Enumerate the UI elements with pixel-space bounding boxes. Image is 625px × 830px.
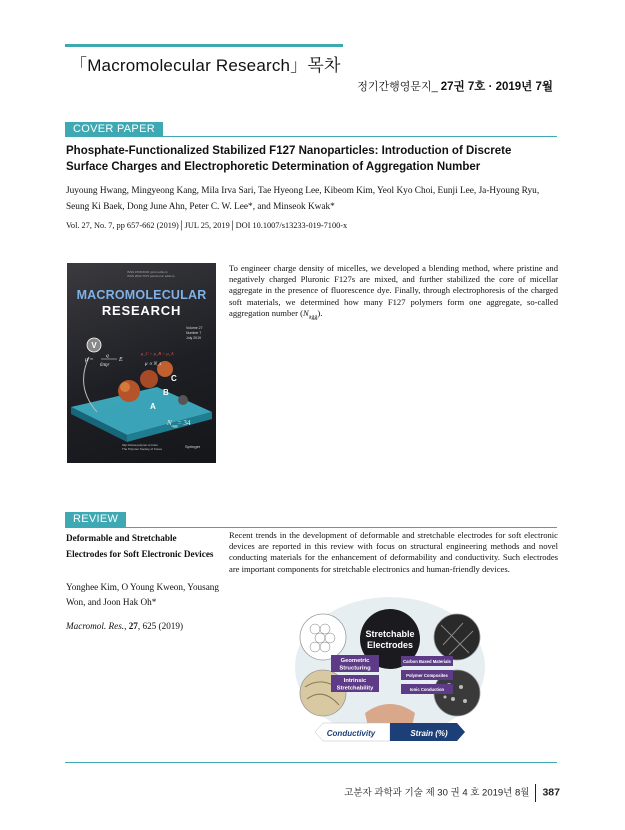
page-number: 387 (542, 786, 560, 799)
footer-rule (65, 762, 557, 763)
review-rule (65, 527, 557, 528)
cover-number: Number 7 (186, 331, 202, 335)
review-figure (293, 595, 487, 745)
figure-label-geometric-line1: Geometric (340, 658, 370, 664)
cover-equation-prop: μ ∝ N_s (145, 362, 162, 367)
abstract-symbol: N (302, 307, 309, 318)
cover-nagg-symbol: N (167, 419, 172, 427)
cover-footer-url: http://www.polymer.or.kr/en (122, 443, 159, 447)
figure-label-geometric-line2: Structuring (339, 665, 371, 672)
cover-slab-top (71, 387, 212, 435)
review-cite-rest: , 625 (2019) (137, 621, 184, 631)
figure-label-intrinsic-line1: Intrinsic (343, 678, 367, 684)
cover-paper-authors: Juyoung Hwang, Mingyeong Kang, Mila Irva Sari, Tae Hyeong Lee, Kibeom Kim, Yeol Kyo Choi, Eunji Lee, Ja-Hyoung Ryu, Seung Ki Baek, Dong June Ahn, Peter C. W. Lee*, and Minseok Kwak* (66, 186, 540, 212)
cover-footer-society (122, 443, 162, 451)
cover-footer-publisher: Springer (185, 444, 201, 449)
cover-paper-title[interactable]: Phosphate-Functionalized Stabilized F127 Nanoparticles: Introduction of Discrete Surface Charges and Electrophoretic Determination of Aggregation Number (66, 145, 512, 173)
footer-divider (535, 784, 536, 802)
cover-volume: Volume 27 (186, 326, 203, 330)
cover-particle-a-highlight (120, 382, 130, 392)
figure-axis-strain: Strain (%) (410, 729, 448, 738)
cover-paper-rule (65, 136, 557, 137)
figure-center-line1: Stretchable (365, 629, 415, 639)
review-cite-journal: Macromol. Res. (66, 621, 125, 631)
cover-issn-electronic: ISSN 2092-7673 (electronic edition) (127, 274, 175, 278)
cover-date: July 2019 (186, 336, 201, 340)
cover-paper-section-label: COVER PAPER (65, 122, 163, 137)
review-citation (66, 621, 183, 631)
figure-label-intrinsic-line2: Stretchability (336, 685, 374, 692)
figure-label-carbon-text: Carbon Based Materials (403, 659, 451, 664)
cover-paper-citation: Vol. 27, No. 7, pp 657-662 (2019)│JUL 25, 2019│DOI 10.1007/s13233-019-7100-x (66, 221, 348, 230)
cover-equation-frac-top: q (106, 353, 109, 359)
figure-mesh-circle (300, 614, 346, 660)
review-cite-volume: 27 (128, 621, 138, 631)
cover-nagg-label (166, 419, 191, 428)
cover-issn (127, 270, 207, 278)
abstract-subscript: agg (308, 314, 318, 321)
cover-equation-mu: μ = (85, 357, 94, 363)
page-title: 「Macromolecular Research」목차 (70, 56, 341, 75)
abstract-end: ). (317, 307, 323, 318)
cover-label-c: C (171, 374, 177, 383)
footer-journal-info: 고분자 과학과 기술 제 30 권 4 호 2019년 8월 (344, 787, 530, 799)
figure-center-line2: Electrodes (366, 640, 414, 650)
cover-journal-name-line1: MACROMOLECULAR (76, 288, 207, 302)
cover-label-a: A (150, 402, 156, 411)
review-cite-sep: , (124, 621, 129, 631)
cover-nagg-value: = 34 (177, 419, 191, 427)
review-title[interactable]: Deformable and Stretchable Electrodes for Soft Electronic Devices (66, 533, 214, 559)
figure-label-ionic-text: Ionic Conduction (409, 687, 445, 692)
cover-particle-a (118, 380, 140, 402)
footer (344, 784, 560, 802)
cover-journal-name-line2: RESEARCH (101, 303, 182, 318)
cover-particle-b (140, 370, 158, 388)
issue-prefix: 정기간행영문지_ (357, 81, 438, 93)
cover-artwork (67, 337, 216, 442)
cover-footer-society-name: The Polymer Society of Korea (122, 447, 162, 451)
cover-label-b: B (163, 388, 169, 397)
journal-cover-image[interactable] (67, 263, 216, 463)
figure-label-polymer-text: Polymer Composites (406, 673, 448, 678)
issue-info (357, 78, 553, 94)
issue-number: 27권 7호 · 2019년 7월 (440, 81, 553, 93)
cover-label-v: V (91, 341, 97, 350)
figure-axis-conductivity: Conductivity (326, 729, 376, 738)
cover-molecule-icon (178, 395, 188, 405)
review-section-label: REVIEW (65, 512, 126, 527)
cover-nagg-sub: agg (171, 423, 178, 428)
figure-carbon-circle (434, 614, 480, 660)
review-abstract: Recent trends in the development of deformable and stretchable electrodes for soft electronic devices are reported in this review with focus on structural engineering methods and novel conducting materials for the enhancement of deformability and conductivity. Such electrodes are important components for stretchable electronics and human-friendly devices. (229, 530, 558, 574)
review-authors: Yonghee Kim, O Young Kweon, Yousang Won, and Joon Hak Oh* (66, 582, 219, 607)
cover-equation-order: μ_C > μ_B > μ_A (141, 351, 174, 356)
cover-equation-frac-bottom: 6πηr (100, 363, 110, 368)
cover-paper-abstract (229, 263, 558, 324)
abstract-text: To engineer charge density of micelles, we developed a blending method, where pristine and negatively charged Pluronic F127s are mixed, and further stabilized the core of micellar aggregate in the presence of fluorescence dye. Finally, through electrophoresis of the charged soft materials, we determined how many F127 polymers form one aggregate, so-called aggregation number ( (229, 263, 558, 318)
cover-issn-print: ISSN 1598-5032 (print edition) (127, 270, 168, 274)
cover-equation-e: E (119, 357, 123, 363)
header-rule (65, 44, 343, 47)
